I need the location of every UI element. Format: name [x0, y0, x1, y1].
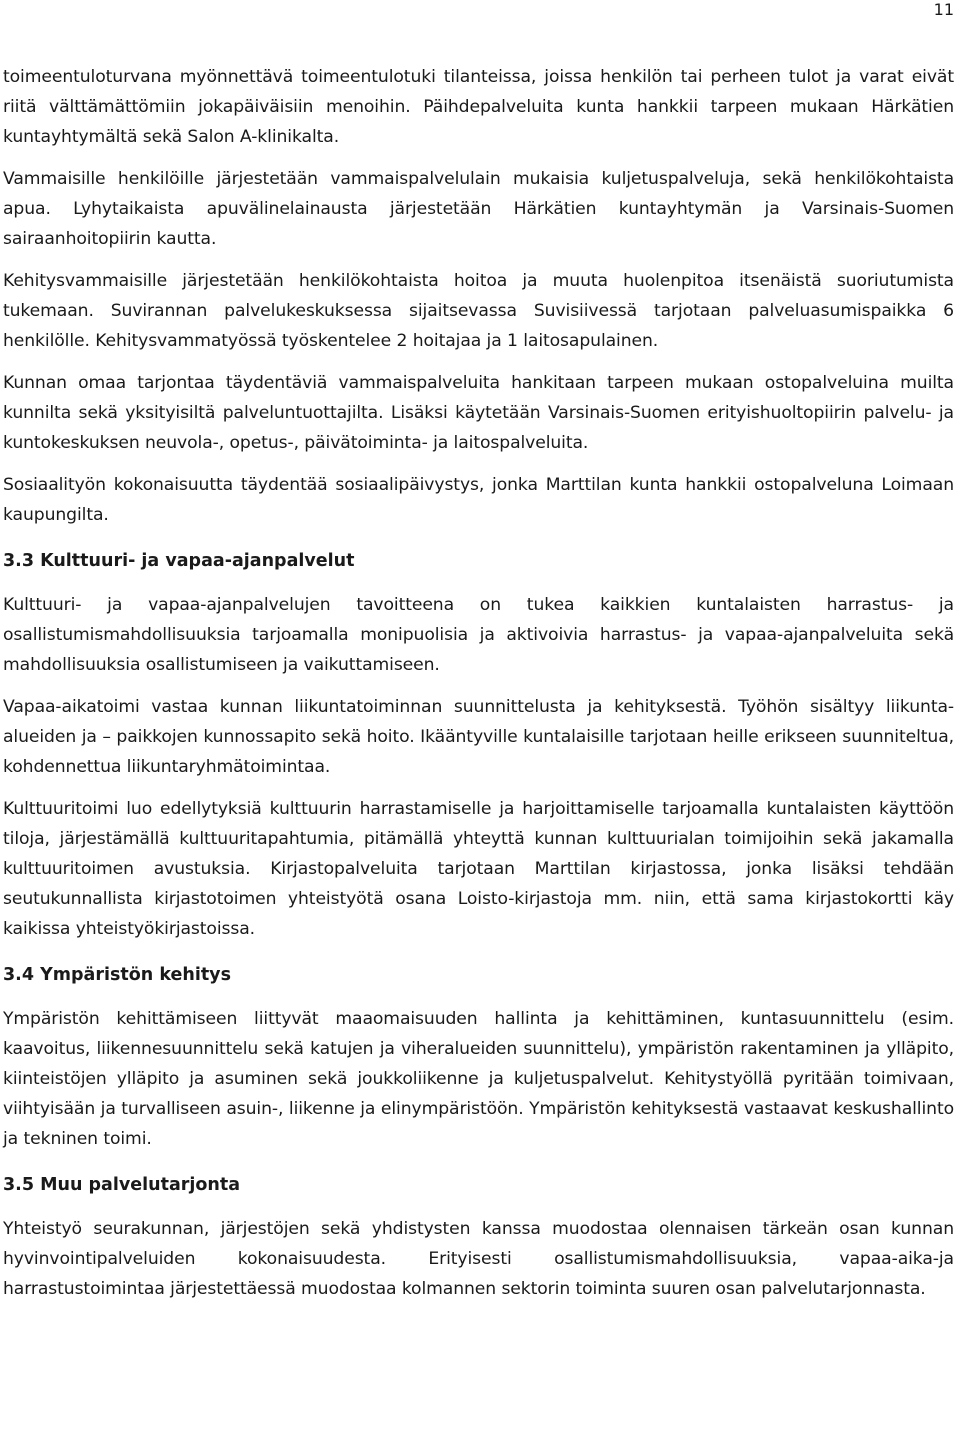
paragraph: Kunnan omaa tarjontaa täydentäviä vammaispalveluita hankitaan tarpeen mukaan ostopalveluina muilta kunnilta sekä yksityisiltä palveluntuottajilta. Lisäksi käytetään Varsinais-Suomen erityishuoltopiirin palvelu- ja kuntokeskuksen neuvola-, opetus-, päivätoiminta- ja laitospalveluita. [3, 373, 954, 453]
paragraph: Vammaisille henkilöille järjestetään vammaispalvelulain mukaisia kuljetuspalveluja, sekä henkilökohtaista apua. Lyhytaikaista apuvälinelainausta järjestetään Härkätien kuntayhtymän ja Varsinais-Suomen sairaanhoitopiirin kautta. [3, 169, 954, 249]
section-heading: 3.5 Muu palvelutarjonta [3, 1175, 241, 1195]
section-heading: 3.4 Ympäristön kehitys [3, 965, 232, 985]
document-body [3, 62, 954, 1304]
paragraph: Kehitysvammaisille järjestetään henkilökohtaista hoitoa ja muuta huolenpitoa itsenäistä suoriutumista tukemaan. Suvirannan palvelukeskuksessa sijaitsevassa Suvisiivessä tarjotaan palveluasumispaikka 6 henkilölle. Kehitysvammatyössä työskentelee 2 hoitajaa ja 1 laitosapulainen. [3, 271, 954, 351]
paragraph: Kulttuuritoimi luo edellytyksiä kulttuurin harrastamiselle ja harjoittamiselle tarjoamalla kuntalaisten käyttöön tiloja, järjestämällä kulttuuritapahtumia, pitämällä yhteyttä kunnan kulttuurialan toimijoihin sekä jakamalla kulttuuritoimen avustuksia. Kirjastopalveluita tarjotaan Marttilan kirjastossa, jonka lisäksi tehdään seutukunnallista kirjastotoimen yhteistyötä osana Loisto-kirjastoja mm. niin, että sama kirjastokortti käy kaikissa yhteistyökirjastoissa. [3, 799, 954, 939]
paragraph: Kulttuuri- ja vapaa-ajanpalvelujen tavoitteena on tukea kaikkien kuntalaisten harrastus- ja osallistumismahdollisuuksia tarjoamalla monipuolisia ja aktivoivia harrastus- ja vapaa-ajanpalveluita sekä mahdollisuuksia osallistumiseen ja vaikuttamiseen. [3, 595, 954, 675]
section-heading: 3.3 Kulttuuri- ja vapaa-ajanpalvelut [3, 551, 355, 571]
page-number: 11 [933, 0, 954, 19]
paragraph: toimeentuloturvana myönnettävä toimeentulotuki tilanteissa, joissa henkilön tai perheen tulot ja varat eivät riitä välttämättömiin jokapäiväisiin menoihin. Päihdepalveluita kunta hankkii tarpeen mukaan Härkätien kuntayhtymältä sekä Salon A-klinikalta. [3, 67, 954, 147]
paragraph: Sosiaalityön kokonaisuutta täydentää sosiaalipäivystys, jonka Marttilan kunta hankkii ostopalveluna Loimaan kaupungilta. [3, 475, 954, 525]
paragraph: Yhteistyö seurakunnan, järjestöjen sekä yhdistysten kanssa muodostaa olennaisen tärkeän osan kunnan hyvinvointipalveluiden kokonaisuudesta. Erityisesti osallistumismahdollisuuksia, vapaa-aika-ja harrastustoimintaa järjestettäessä muodostaa kolmannen sektorin toiminta suuren osan palvelutarjonnasta. [3, 1219, 954, 1299]
paragraph: Ympäristön kehittämiseen liittyvät maaomaisuuden hallinta ja kehittäminen, kuntasuunnittelu (esim. kaavoitus, liikennesuunnittelu sekä katujen ja viheralueiden suunnittelu), ympäristön rakentaminen ja ylläpito, kiinteistöjen ylläpito ja asuminen sekä joukkoliikenne ja kuljetuspalvelut. Kehitystyöllä pyritään toimivaan, viihtyisään ja turvalliseen asuin-, liikenne ja elinympäristöön. Ympäristön kehityksestä vastaavat keskushallinto ja tekninen toimi. [3, 1009, 954, 1149]
paragraph: Vapaa-aikatoimi vastaa kunnan liikuntatoiminnan suunnittelusta ja kehityksestä. Työhön sisältyy liikunta-alueiden ja – paikkojen kunnossapito sekä hoito. Ikääntyville kuntalaisille tarjotaan heille erikseen suunniteltua, kohdennettua liikuntaryhmätoimintaa. [3, 697, 954, 777]
